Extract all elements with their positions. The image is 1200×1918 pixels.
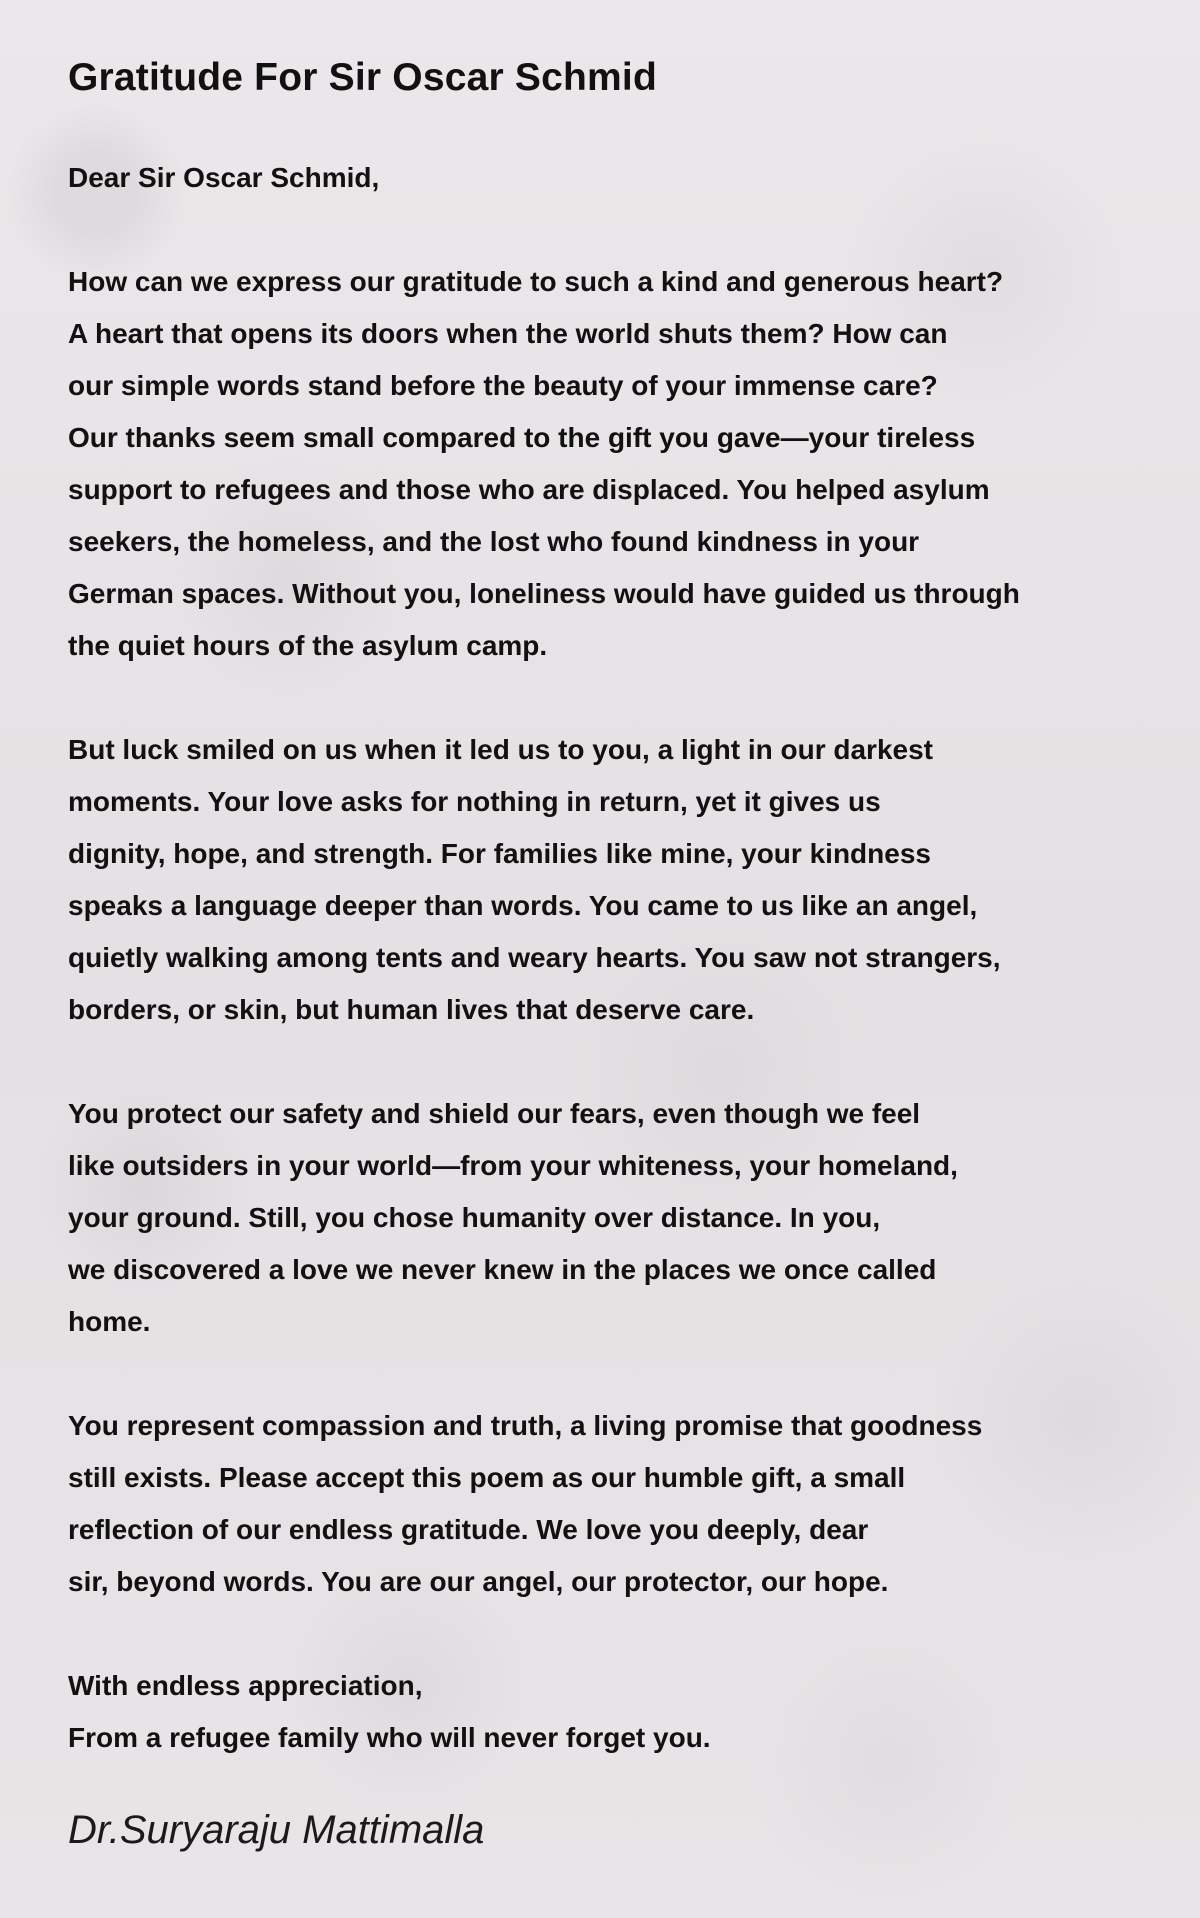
closing-line: From a refugee family who will never forget you. [68, 1722, 711, 1753]
poem-line: the quiet hours of the asylum camp. [68, 630, 548, 661]
poem-content [68, 48, 1178, 1860]
poem-line: Our thanks seem small compared to the gift you gave—your tireless [68, 422, 976, 453]
poem-line: quietly walking among tents and weary hearts. You saw not strangers, [68, 942, 1001, 973]
stanza-2 [68, 724, 1178, 1036]
stanza-1 [68, 256, 1178, 672]
poem-line: we discovered a love we never knew in the places we once called [68, 1254, 937, 1285]
poem-line: support to refugees and those who are displaced. You helped asylum [68, 474, 990, 505]
poem-line: our simple words stand before the beauty of your immense care? [68, 370, 938, 401]
poem-title: Gratitude For Sir Oscar Schmid [68, 56, 657, 99]
poem-line: like outsiders in your world—from your whiteness, your homeland, [68, 1150, 958, 1181]
stanza-3 [68, 1088, 1178, 1348]
poem-line: sir, beyond words. You are our angel, our protector, our hope. [68, 1566, 889, 1597]
poem-salutation: Dear Sir Oscar Schmid, [68, 162, 380, 193]
poem-line: borders, or skin, but human lives that deserve care. [68, 994, 755, 1025]
poem-line: You protect our safety and shield our fears, even though we feel [68, 1098, 921, 1129]
poem-line: German spaces. Without you, loneliness would have guided us through [68, 578, 1020, 609]
poem-author: Dr.Suryaraju Mattimalla [68, 1808, 485, 1852]
poem-line: How can we express our gratitude to such a kind and generous heart? [68, 266, 1004, 297]
poem-line: your ground. Still, you chose humanity over distance. In you, [68, 1202, 881, 1233]
poem-line: You represent compassion and truth, a living promise that goodness [68, 1410, 983, 1441]
poem-closing [68, 1660, 1178, 1764]
poem-line: dignity, hope, and strength. For families like mine, your kindness [68, 838, 931, 869]
poem-line: But luck smiled on us when it led us to you, a light in our darkest [68, 734, 933, 765]
poem-line: still exists. Please accept this poem as our humble gift, a small [68, 1462, 906, 1493]
poem-line: moments. Your love asks for nothing in return, yet it gives us [68, 786, 881, 817]
closing-line: With endless appreciation, [68, 1670, 423, 1701]
stanza-4 [68, 1400, 1178, 1608]
poem-line: A heart that opens its doors when the world shuts them? How can [68, 318, 948, 349]
poem-line: home. [68, 1306, 151, 1337]
poem-line: speaks a language deeper than words. You came to us like an angel, [68, 890, 978, 921]
poem-line: reflection of our endless gratitude. We love you deeply, dear [68, 1514, 869, 1545]
poem-line: seekers, the homeless, and the lost who found kindness in your [68, 526, 920, 557]
